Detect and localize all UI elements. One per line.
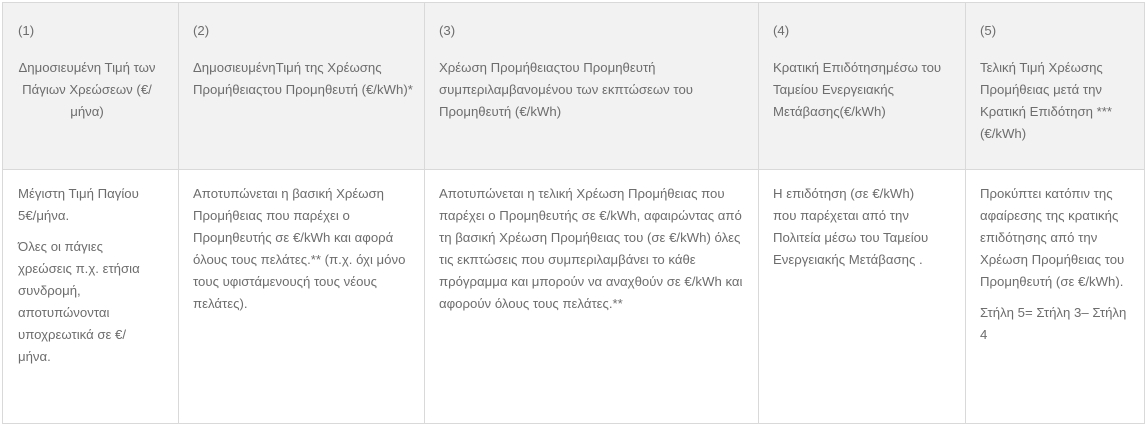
cell-text: Η επιδότηση (σε €/kWh) που παρέχεται από την Πολιτεία μέσω του Ταμείου Ενεργειακής Μετάβασης .: [773, 186, 929, 267]
header-cell-4: [759, 3, 966, 170]
column-title: Δημοσιευμένη Τιμή των Πάγιων Χρεώσεων (€/μήνα): [18, 60, 156, 119]
cell-text: Όλες οι πάγιες χρεώσεις π.χ. ετήσια συνδρομή, αποτυπώνονται υποχρεωτικά σε €/μήνα.: [18, 239, 140, 364]
column-number: (2): [193, 23, 210, 38]
column-number: (1): [18, 23, 35, 38]
header-cell-5: [966, 3, 1145, 170]
body-cell-1: [3, 170, 179, 424]
cell-text: Μέγιστη Τιμή Παγίου 5€/μήνα.: [18, 186, 139, 223]
body-cell-2: [179, 170, 425, 424]
cell-text: Στήλη 5= Στήλη 3– Στήλη 4: [980, 305, 1127, 342]
column-title: Κρατική Επιδότησημέσω του Ταμείου Ενεργειακής Μετάβασης(€/kWh): [773, 60, 942, 119]
column-number: (5): [980, 23, 997, 38]
header-cell-3: [425, 3, 759, 170]
header-cell-1: [3, 3, 179, 170]
body-cell-3: [425, 170, 759, 424]
cell-text: Προκύπτει κατόπιν της αφαίρεσης της κρατικής επιδότησης από την Χρέωση Προμήθειας του Προμηθευτή (σε €/kWh).: [980, 186, 1125, 289]
cell-text: Αποτυπώνεται η τελική Χρέωση Προμήθειας που παρέχει ο Προμηθευτής σε €/kWh, αφαιρώντας από τη βασική Χρέωση Προμήθειας του (σε €/kWh) όλες τις εκπτώσεις που συμπεριλαμβάνει το κάθε πρόγραμμα και μπορούν να αναχθούν σε €/kWh και αφορούν όλους τους πελάτες.**: [439, 186, 743, 311]
body-cell-4: [759, 170, 966, 424]
column-title: Χρέωση Προμήθειαςτου Προμηθευτή συμπεριλαμβανομένου των εκπτώσεων του Προμηθευτή (€/kWh): [439, 60, 694, 119]
pricing-table: [2, 2, 1145, 424]
body-cell-5: [966, 170, 1145, 424]
column-title: ΔημοσιευμένηΤιμή της Χρέωσης Προμήθειαςτου Προμηθευτή (€/kWh)*: [193, 60, 413, 97]
header-row: [3, 3, 1145, 170]
cell-text: Αποτυπώνεται η βασική Χρέωση Προμήθειας που παρέχει ο Προμηθευτής σε €/kWh και αφορά όλους τους πελάτες.** (π.χ. όχι μόνο τους υφιστάμενουςή τους νέους πελάτες).: [193, 186, 406, 311]
column-number: (4): [773, 23, 790, 38]
column-title: Τελική Τιμή Χρέωσης Προμήθειας μετά την Κρατική Επιδότηση *** (€/kWh): [980, 60, 1113, 141]
content-row: [3, 170, 1145, 424]
column-number: (3): [439, 23, 456, 38]
header-cell-2: [179, 3, 425, 170]
